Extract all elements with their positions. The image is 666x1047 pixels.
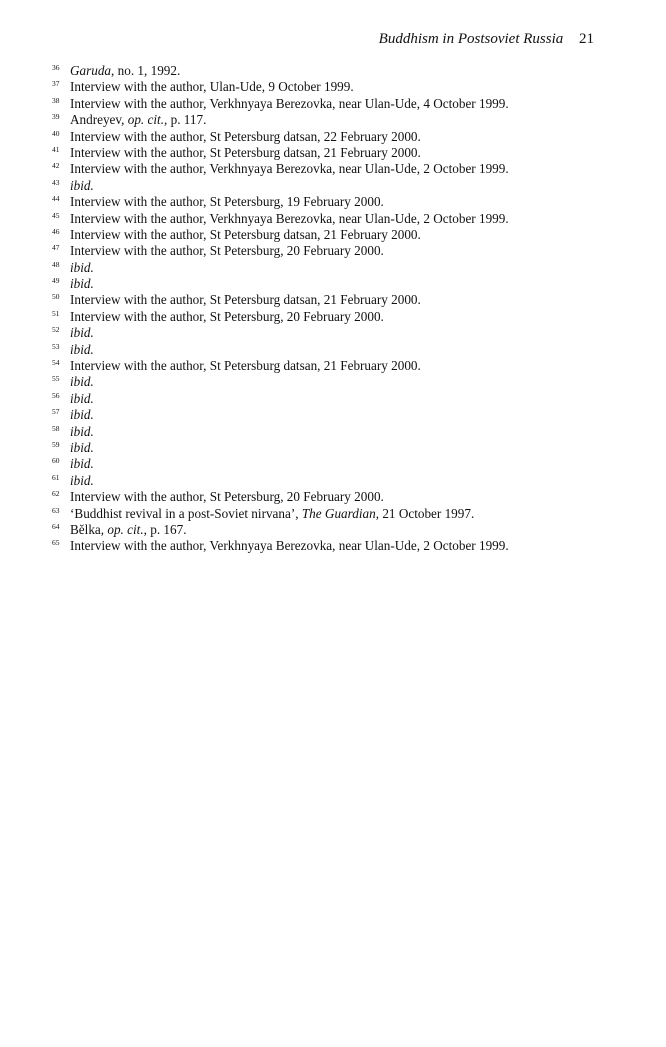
endnote-number: 39 — [52, 112, 60, 122]
endnote-text-italic: ibid. — [70, 423, 94, 439]
endnote-text-run: Interview with the author, St Petersburg, 20 February 2000. — [70, 308, 384, 324]
endnote-text — [70, 522, 186, 538]
endnote-text-italic: ibid. — [70, 341, 94, 357]
endnote — [52, 194, 612, 210]
endnote-text-run: Interview with the author, St Petersburg, 20 February 2000. — [70, 243, 384, 259]
endnote-text — [70, 145, 421, 161]
endnote-text-run: Interview with the author, St Petersburg datsan, 22 February 2000. — [70, 128, 421, 144]
endnote-text — [70, 440, 94, 456]
endnote-text-run: Interview with the author, Ulan-Ude, 9 October 1999. — [70, 79, 354, 95]
endnote — [52, 129, 612, 145]
endnote-text — [70, 63, 180, 79]
endnote-text-run: Interview with the author, Verkhnyaya Berezovka, near Ulan-Ude, 2 October 1999. — [70, 538, 509, 554]
endnote — [52, 407, 612, 423]
endnote-text-italic: ibid. — [70, 407, 94, 423]
endnote-number: 38 — [52, 95, 60, 105]
endnote-text — [70, 342, 94, 358]
endnote — [52, 506, 612, 522]
endnote-number: 60 — [52, 456, 60, 466]
endnote-number: 64 — [52, 521, 60, 531]
endnote — [52, 424, 612, 440]
endnote-text — [70, 506, 474, 522]
endnote-number: 43 — [52, 177, 60, 187]
endnote-text — [70, 309, 384, 325]
endnote-text-run: Interview with the author, St Petersburg datsan, 21 February 2000. — [70, 358, 421, 374]
endnote-text — [70, 211, 509, 227]
endnote — [52, 96, 612, 112]
endnote-text-run: , p. 117. — [164, 112, 207, 128]
endnote-number: 48 — [52, 259, 60, 269]
endnote — [52, 473, 612, 489]
endnote — [52, 161, 612, 177]
running-head — [379, 31, 594, 48]
endnote — [52, 260, 612, 276]
endnote-text-run: Bĕlka, — [70, 521, 108, 537]
endnote-number: 57 — [52, 407, 60, 417]
endnote-number: 53 — [52, 341, 60, 351]
endnote-text-run: Interview with the author, St Petersburg datsan, 21 February 2000. — [70, 292, 421, 308]
endnote-number: 44 — [52, 194, 60, 204]
endnote — [52, 309, 612, 325]
endnote-text — [70, 358, 421, 374]
endnote-number: 52 — [52, 325, 60, 335]
endnote-text-run: , p. 167. — [143, 521, 187, 537]
endnote-number: 41 — [52, 144, 60, 154]
endnote-text-run: Interview with the author, St Petersburg, 19 February 2000. — [70, 194, 384, 210]
endnote-text — [70, 489, 384, 505]
endnote-number: 47 — [52, 243, 60, 253]
endnote-text-run: ‘Buddhist revival in a post-Soviet nirvana’, — [70, 505, 302, 521]
endnote-number: 50 — [52, 292, 60, 302]
page-number: 21 — [579, 31, 594, 47]
endnote-text — [70, 227, 421, 243]
endnote-text — [70, 260, 94, 276]
endnote — [52, 522, 612, 538]
endnote — [52, 145, 612, 161]
endnote-number: 46 — [52, 226, 60, 236]
endnote-text — [70, 407, 94, 423]
endnote-text-italic: ibid. — [70, 276, 94, 292]
endnote-text — [70, 276, 94, 292]
endnote-text-italic: ibid. — [70, 259, 94, 275]
endnote-text — [70, 129, 421, 145]
endnote-text — [70, 243, 384, 259]
endnote-text — [70, 112, 206, 128]
endnote-text — [70, 161, 509, 177]
endnote — [52, 358, 612, 374]
endnote-text-run: Interview with the author, St Petersburg datsan, 21 February 2000. — [70, 144, 421, 160]
endnote-number: 45 — [52, 210, 60, 220]
endnote — [52, 63, 612, 79]
endnote-text — [70, 96, 509, 112]
endnote-text-run: Andreyev, — [70, 112, 128, 128]
endnote-text-run: Interview with the author, St Petersburg datsan, 21 February 2000. — [70, 226, 421, 242]
endnote — [52, 342, 612, 358]
endnote — [52, 456, 612, 472]
endnote-text-run: Interview with the author, St Petersburg, 20 February 2000. — [70, 489, 384, 505]
endnote-text-italic: op. cit. — [107, 521, 144, 537]
endnote — [52, 391, 612, 407]
endnote-number: 54 — [52, 358, 60, 368]
endnote — [52, 243, 612, 259]
endnote-number: 37 — [52, 79, 60, 89]
endnote — [52, 374, 612, 390]
endnote-text — [70, 473, 94, 489]
endnote-text-italic: The Guardian — [301, 505, 376, 521]
endnote-text-run: , 21 October 1997. — [375, 505, 475, 521]
endnote-text — [70, 178, 94, 194]
endnote-number: 56 — [52, 390, 60, 400]
endnote-text — [70, 194, 384, 210]
endnote-text — [70, 391, 94, 407]
endnote-text-run: Interview with the author, Verkhnyaya Berezovka, near Ulan-Ude, 4 October 1999. — [70, 95, 509, 111]
endnote — [52, 178, 612, 194]
endnote-number: 59 — [52, 439, 60, 449]
endnote — [52, 325, 612, 341]
endnote — [52, 112, 612, 128]
endnote-number: 63 — [52, 505, 60, 515]
endnote-number: 51 — [52, 308, 60, 318]
endnote — [52, 489, 612, 505]
endnote-text-italic: ibid. — [70, 439, 94, 455]
running-head-title: Buddhism in Postsoviet Russia — [378, 31, 564, 47]
endnote-number: 49 — [52, 276, 60, 286]
endnote-number: 40 — [52, 128, 60, 138]
endnote-text — [70, 538, 509, 554]
endnote — [52, 276, 612, 292]
endnote-text — [70, 79, 354, 95]
endnote — [52, 292, 612, 308]
endnote-number: 61 — [52, 472, 60, 482]
endnote-text — [70, 325, 94, 341]
endnote-text-italic: ibid. — [70, 390, 94, 406]
endnote — [52, 440, 612, 456]
endnote-text-italic: ibid. — [70, 374, 94, 390]
endnote-text-italic: ibid. — [70, 456, 94, 472]
endnote-text-italic: ibid. — [70, 177, 94, 193]
endnote — [52, 79, 612, 95]
endnote — [52, 538, 612, 554]
endnote-text — [70, 374, 94, 390]
endnote-number: 55 — [52, 374, 60, 384]
endnote-number: 62 — [52, 489, 60, 499]
endnote-number: 42 — [52, 161, 60, 171]
endnote-text-italic: Garuda — [70, 63, 112, 78]
endnote-text — [70, 292, 421, 308]
endnote-text — [70, 456, 94, 472]
endnote-text-run: Interview with the author, Verkhnyaya Berezovka, near Ulan-Ude, 2 October 1999. — [70, 161, 509, 177]
endnote-text-run: Interview with the author, Verkhnyaya Berezovka, near Ulan-Ude, 2 October 1999. — [70, 210, 509, 226]
endnote-number: 58 — [52, 423, 60, 433]
endnote-text-italic: op. cit. — [127, 112, 164, 128]
endnote — [52, 227, 612, 243]
endnotes-list — [52, 63, 612, 555]
endnote-text-run: , no. 1, 1992. — [111, 63, 181, 78]
endnote — [52, 211, 612, 227]
endnote-number: 65 — [52, 538, 60, 548]
endnote-text-italic: ibid. — [70, 472, 94, 488]
endnote-text — [70, 424, 94, 440]
endnote-text-italic: ibid. — [70, 325, 94, 341]
endnote-number: 36 — [52, 63, 60, 72]
